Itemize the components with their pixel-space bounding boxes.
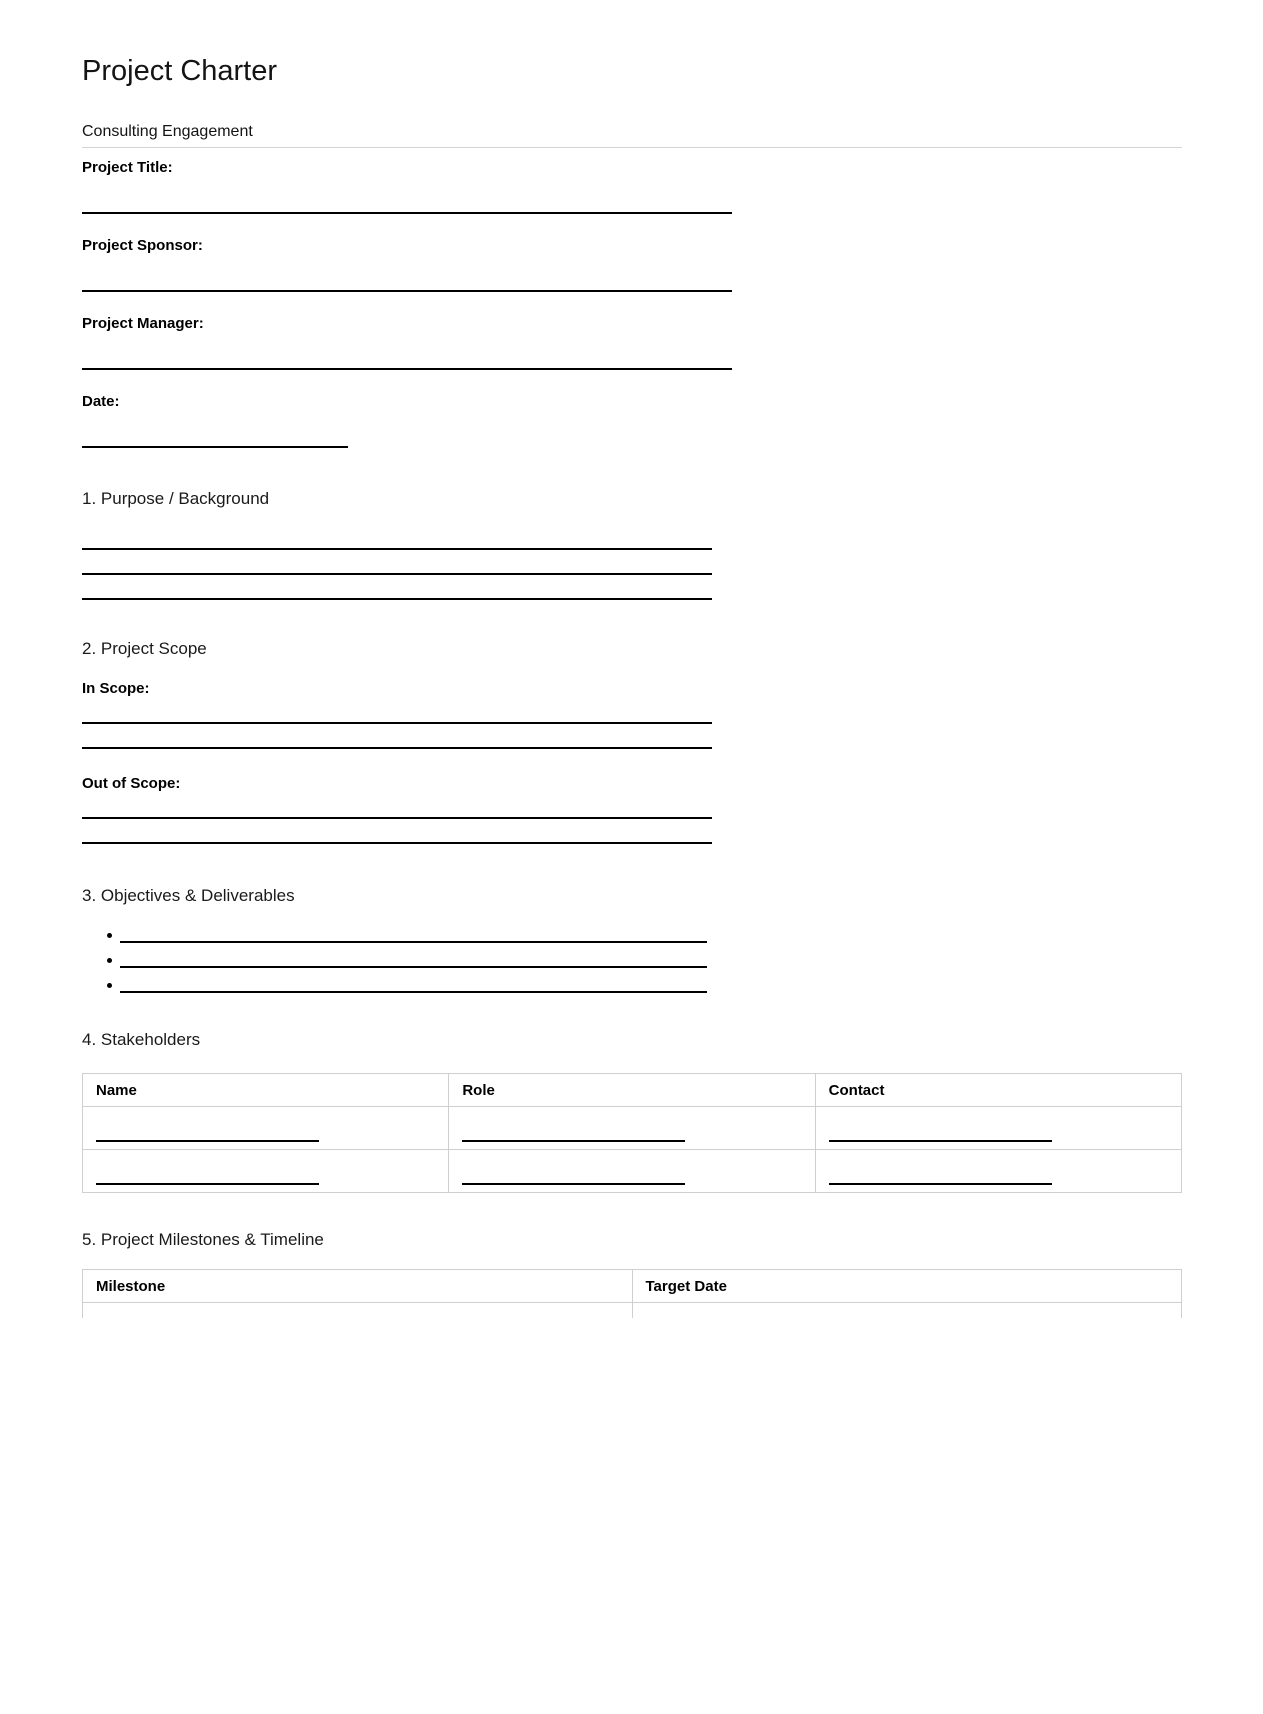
stakeholder-name-blank-line[interactable] <box>96 1140 319 1142</box>
bullet-icon <box>107 983 112 988</box>
field-label-project-manager: Project Manager: <box>82 315 204 332</box>
field-label-date: Date: <box>82 393 120 410</box>
section-title-purpose: 1. Purpose / Background <box>82 489 270 508</box>
out-of-scope-writing-area <box>82 794 1182 844</box>
stakeholder-contact-blank-line[interactable] <box>829 1183 1052 1185</box>
column-header-role: Role <box>449 1074 815 1107</box>
purpose-blank-line-1[interactable] <box>82 525 712 550</box>
stakeholder-contact-blank-line[interactable] <box>829 1140 1052 1142</box>
objective-item-1 <box>107 918 1182 943</box>
field-project-title <box>82 160 1182 214</box>
field-label-project-title: Project Title: <box>82 159 173 176</box>
objective-item-3 <box>107 968 1182 993</box>
bullet-icon <box>107 958 112 963</box>
document-subtitle: Consulting Engagement <box>82 123 253 140</box>
field-label-project-sponsor: Project Sponsor: <box>82 237 203 254</box>
table-row <box>83 1303 1182 1319</box>
in-scope-label: In Scope: <box>82 680 150 697</box>
table-row <box>83 1107 1182 1150</box>
section-title-objectives: 3. Objectives & Deliverables <box>82 886 295 905</box>
purpose-blank-line-3[interactable] <box>82 575 712 600</box>
subtitle-divider <box>82 147 1182 148</box>
in-scope-blank-line-1[interactable] <box>82 699 712 724</box>
field-project-sponsor <box>82 238 1182 292</box>
stakeholder-role-blank-line[interactable] <box>462 1140 685 1142</box>
table-row <box>83 1150 1182 1193</box>
purpose-blank-line-2[interactable] <box>82 550 712 575</box>
milestones-table-clip <box>82 1269 1182 1318</box>
stakeholder-name-blank-line[interactable] <box>96 1183 319 1185</box>
column-header-milestone: Milestone <box>83 1270 633 1303</box>
field-date <box>82 394 1182 448</box>
milestones-header-row <box>83 1270 1182 1303</box>
section-title-milestones: 5. Project Milestones & Timeline <box>82 1230 324 1249</box>
blank-line-project-sponsor[interactable] <box>82 290 732 292</box>
stakeholder-contact-cell <box>815 1150 1181 1193</box>
objective-blank-line-3[interactable] <box>120 991 707 993</box>
milestone-cell[interactable] <box>83 1303 633 1319</box>
in-scope-blank-line-2[interactable] <box>82 724 712 749</box>
objective-item-2 <box>107 943 1182 968</box>
stakeholder-role-blank-line[interactable] <box>462 1183 685 1185</box>
stakeholder-role-cell <box>449 1150 815 1193</box>
column-header-contact: Contact <box>815 1074 1181 1107</box>
blank-line-project-manager[interactable] <box>82 368 732 370</box>
purpose-writing-area <box>82 525 1182 600</box>
document-title: Project Charter <box>82 55 278 87</box>
bullet-icon <box>107 933 112 938</box>
stakeholders-table <box>82 1073 1182 1193</box>
section-title-scope: 2. Project Scope <box>82 639 207 658</box>
column-header-name: Name <box>83 1074 449 1107</box>
stakeholder-role-cell <box>449 1107 815 1150</box>
in-scope-writing-area <box>82 699 1182 749</box>
column-header-target-date: Target Date <box>632 1270 1182 1303</box>
blank-line-date[interactable] <box>82 446 348 448</box>
out-of-scope-blank-line-2[interactable] <box>82 819 712 844</box>
target-date-cell[interactable] <box>632 1303 1182 1319</box>
stakeholders-header-row <box>83 1074 1182 1107</box>
stakeholder-contact-cell <box>815 1107 1181 1150</box>
out-of-scope-label: Out of Scope: <box>82 775 181 792</box>
out-of-scope-blank-line-1[interactable] <box>82 794 712 819</box>
objectives-list <box>82 918 1182 993</box>
stakeholder-name-cell <box>83 1150 449 1193</box>
stakeholder-name-cell <box>83 1107 449 1150</box>
milestones-table <box>82 1269 1182 1318</box>
section-title-stakeholders: 4. Stakeholders <box>82 1030 201 1049</box>
blank-line-project-title[interactable] <box>82 212 732 214</box>
field-project-manager <box>82 316 1182 370</box>
